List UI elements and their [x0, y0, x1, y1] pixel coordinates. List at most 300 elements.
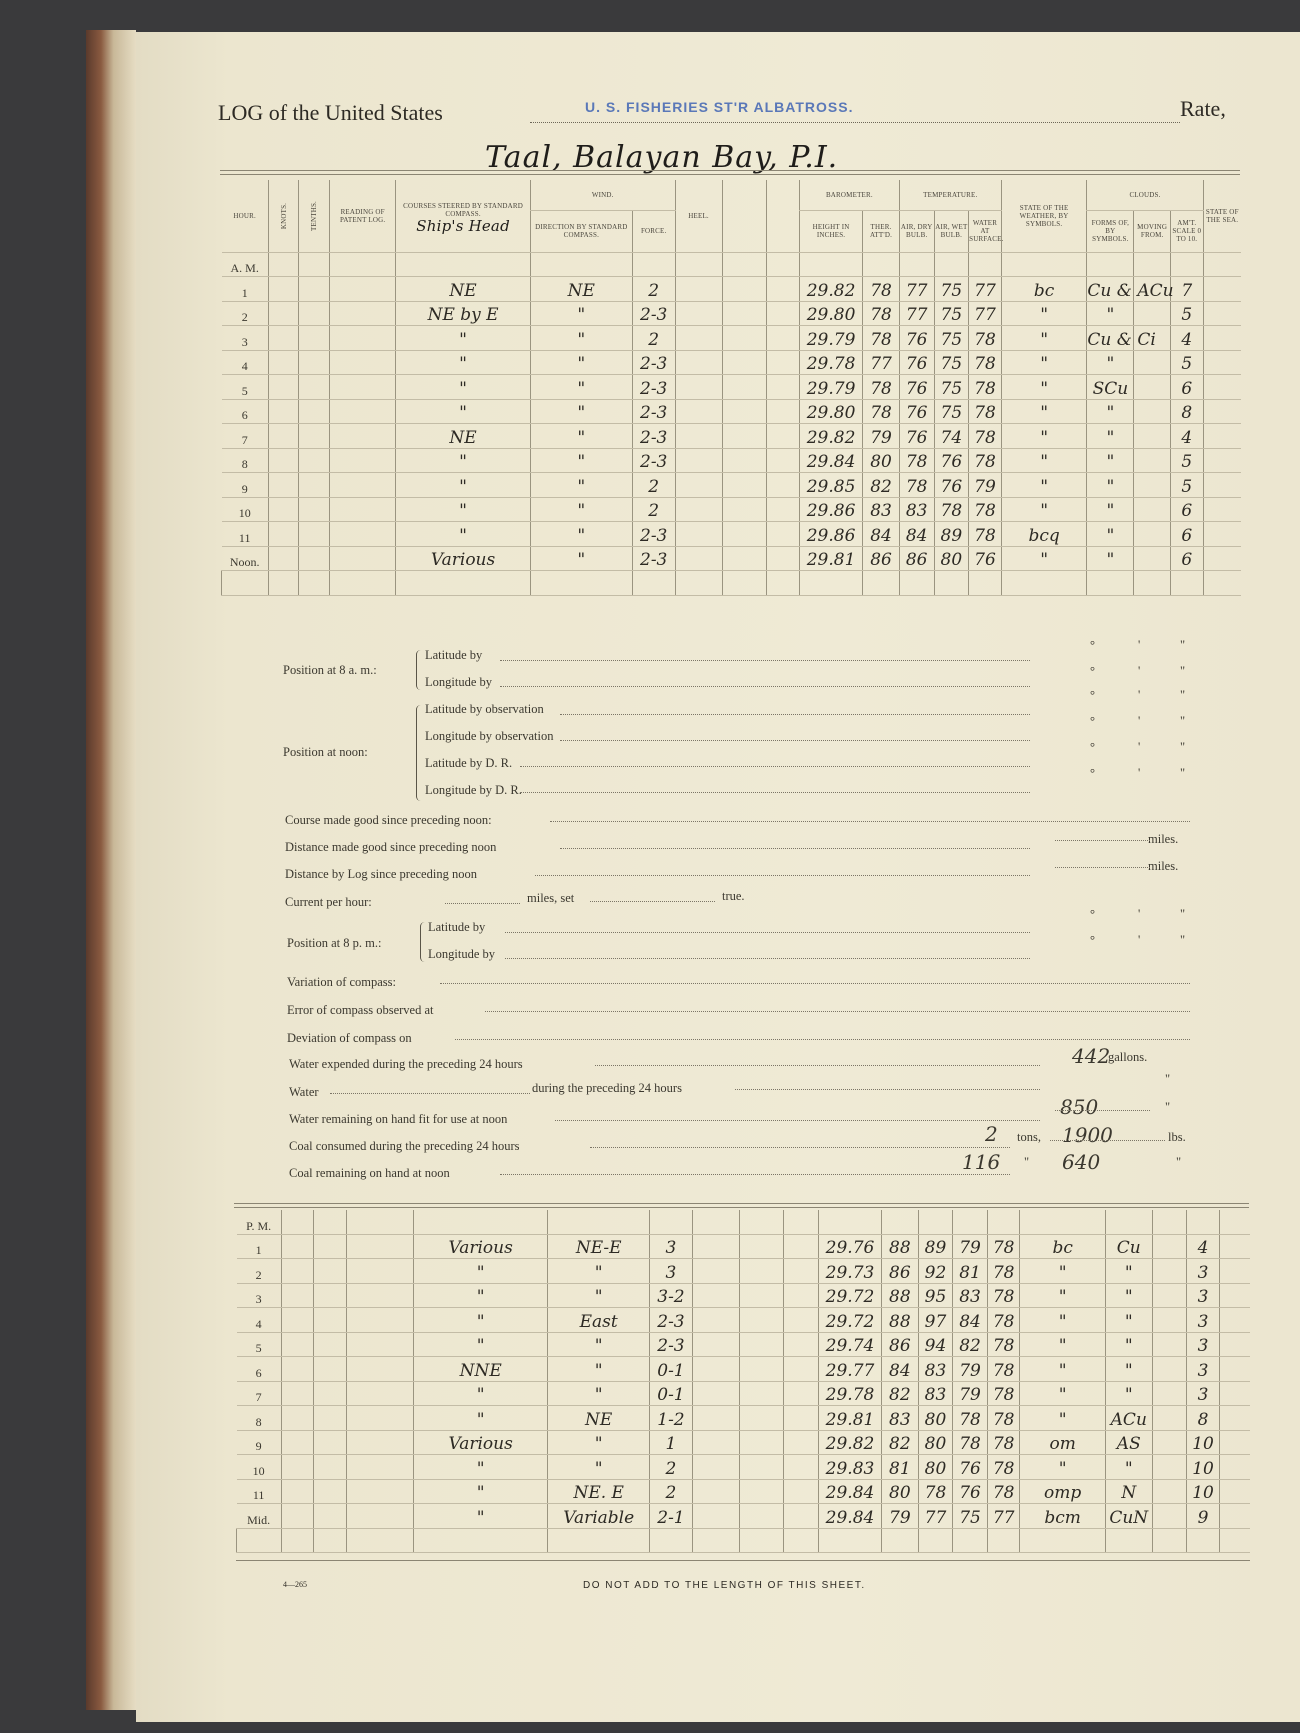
cell-empty	[1203, 546, 1241, 571]
cell-amt: 3	[1187, 1381, 1220, 1406]
cell-empty	[899, 571, 934, 596]
cell-dir: "	[530, 546, 632, 571]
col-air-wet: AIR, WET BULB.	[934, 210, 969, 252]
cell-force: 3-2	[650, 1283, 693, 1308]
cell-empty	[692, 1234, 739, 1259]
ditto-1: "	[1165, 1072, 1171, 1086]
cell-empty	[530, 571, 632, 596]
cell-empty	[1219, 1455, 1250, 1480]
cell-empty	[739, 1455, 784, 1480]
cell-empty	[1087, 571, 1134, 596]
cell-empty	[281, 1504, 314, 1529]
coordinate-mark: °	[1090, 688, 1095, 702]
cell-empty	[281, 1259, 314, 1284]
cell-water: 77	[969, 301, 1002, 326]
cell-force: 2	[632, 277, 675, 302]
cell-amt: 4	[1171, 326, 1204, 351]
cell-dir: "	[548, 1430, 650, 1455]
cell-course: "	[414, 1259, 548, 1284]
cell-empty	[414, 1528, 548, 1553]
cell-empty	[1219, 1430, 1250, 1455]
cell-empty	[722, 424, 767, 449]
cell-empty	[739, 1479, 784, 1504]
cell-water: 78	[969, 522, 1002, 547]
cell-empty	[268, 546, 299, 571]
cell-water: 77	[987, 1504, 1020, 1529]
cell-empty	[346, 1308, 413, 1333]
pos-8am-lat: Latitude by	[425, 648, 483, 662]
cell-weather: om	[1020, 1430, 1105, 1455]
cell-empty	[767, 399, 800, 424]
cell-empty	[739, 1381, 784, 1406]
cell-empty	[784, 1259, 819, 1284]
cell-baro: 29.80	[799, 301, 862, 326]
cell-water: 76	[969, 546, 1002, 571]
dotted-leader	[590, 901, 715, 902]
cell-dir: "	[530, 424, 632, 449]
cell-empty	[1152, 1308, 1187, 1333]
cell-weather: "	[1020, 1308, 1105, 1333]
dotted-leader	[505, 932, 1030, 933]
cell-water: 78	[969, 375, 1002, 400]
cell-empty	[314, 1406, 347, 1431]
cell-empty	[1134, 375, 1171, 400]
coordinate-mark: °	[1090, 907, 1095, 921]
coordinate-mark: "	[1180, 740, 1186, 754]
col-sea-state: STATE OF THE SEA.	[1203, 180, 1241, 252]
cell-forms: ACu	[1105, 1406, 1152, 1431]
cell-empty	[1134, 448, 1171, 473]
ship-stamp: U. S. FISHERIES ST'R ALBATROSS.	[585, 99, 854, 115]
cell-forms: "	[1087, 424, 1134, 449]
am-row	[222, 473, 1242, 498]
cell-ther: 78	[863, 277, 900, 302]
coordinate-mark: '	[1138, 766, 1141, 780]
cell-empty	[767, 424, 800, 449]
cell-empty	[722, 522, 767, 547]
cell-empty	[675, 277, 722, 302]
cell-empty	[784, 1234, 819, 1259]
cell-empty	[1134, 497, 1171, 522]
cell-forms: Cu & Ci	[1087, 326, 1134, 351]
cell-empty	[548, 1528, 650, 1553]
cell-baro: 29.82	[799, 277, 862, 302]
brace-8am	[416, 650, 425, 690]
rate-label: Rate,	[1180, 96, 1226, 121]
cell-dry: 89	[918, 1234, 953, 1259]
cell-empty	[1152, 1504, 1187, 1529]
cell-ther: 86	[863, 546, 900, 571]
cell-empty	[314, 1283, 347, 1308]
cell-empty	[346, 1332, 413, 1357]
pm-row	[237, 1357, 1251, 1382]
cell-amt: 3	[1187, 1283, 1220, 1308]
log-title: LOG of the United States	[218, 100, 443, 125]
cell-empty	[1219, 1259, 1250, 1284]
cell-baro: 29.80	[799, 399, 862, 424]
dotted-leader	[550, 821, 1190, 822]
dotted-leader	[455, 1039, 1190, 1040]
cell-empty	[330, 497, 396, 522]
water-label: Water	[289, 1085, 319, 1099]
cell-empty	[346, 1381, 413, 1406]
am-row	[222, 424, 1242, 449]
cell-empty	[692, 1259, 739, 1284]
cell-hour: 1	[237, 1234, 282, 1259]
cell-empty	[739, 1504, 784, 1529]
cell-empty	[784, 1308, 819, 1333]
cell-forms: "	[1087, 399, 1134, 424]
cell-baro: 29.86	[799, 522, 862, 547]
cell-empty	[692, 1430, 739, 1455]
cell-dir: "	[548, 1357, 650, 1382]
col-temperature: TEMPERATURE.	[899, 180, 1001, 210]
cell-wet: 75	[934, 375, 969, 400]
cell-baro: 29.79	[799, 375, 862, 400]
cell-empty	[1219, 1332, 1250, 1357]
location-rule	[220, 170, 1240, 171]
cell-forms: "	[1105, 1308, 1152, 1333]
cell-water: 78	[987, 1308, 1020, 1333]
cell-empty	[692, 1332, 739, 1357]
cell-water: 78	[987, 1283, 1020, 1308]
cell-empty	[268, 375, 299, 400]
cell-empty	[299, 375, 330, 400]
cell-water: 78	[987, 1430, 1020, 1455]
pos-noon-lat-obs: Latitude by observation	[425, 702, 544, 716]
cell-hour: 5	[237, 1332, 282, 1357]
cell-empty	[784, 1332, 819, 1357]
cell-empty	[1152, 1455, 1187, 1480]
cell-forms: AS	[1105, 1430, 1152, 1455]
cell-empty	[692, 1308, 739, 1333]
dotted-leader	[1055, 1110, 1150, 1111]
cell-forms: "	[1087, 522, 1134, 547]
cell-course: "	[396, 326, 531, 351]
cell-empty	[799, 571, 862, 596]
cell-empty	[1203, 473, 1241, 498]
cell-empty	[1219, 1381, 1250, 1406]
cell-course: Various	[396, 546, 531, 571]
am-row	[222, 448, 1242, 473]
cell-forms: "	[1105, 1357, 1152, 1382]
cell-empty	[268, 497, 299, 522]
am-row	[222, 326, 1242, 351]
col-baro-ther: THER. ATT'D.	[863, 210, 900, 252]
cell-empty	[722, 301, 767, 326]
cell-hour: Mid.	[237, 1504, 282, 1529]
cell-dir: "	[530, 522, 632, 547]
pm-row	[237, 1504, 1251, 1529]
cell-hour: 2	[237, 1259, 282, 1284]
cell-empty	[1152, 1259, 1187, 1284]
cell-dir: NE	[530, 277, 632, 302]
am-label: A. M.	[222, 252, 269, 277]
cell-water: 78	[969, 350, 1002, 375]
cell-weather: bc	[1001, 277, 1087, 302]
dotted-leader	[560, 740, 1030, 741]
cell-wet: 74	[934, 424, 969, 449]
cell-empty	[330, 399, 396, 424]
pos-noon-label: Position at noon:	[283, 745, 368, 759]
cell-wet: 84	[953, 1308, 988, 1333]
cell-course: "	[414, 1406, 548, 1431]
pm-log-table	[236, 1210, 1250, 1553]
cell-weather: "	[1001, 473, 1087, 498]
coal-consumed-tons: 2	[985, 1122, 998, 1146]
cell-dir: "	[530, 301, 632, 326]
cell-empty	[692, 1406, 739, 1431]
cell-dir: "	[530, 326, 632, 351]
cell-wet: 76	[953, 1455, 988, 1480]
cell-empty	[314, 1259, 347, 1284]
cell-empty	[1134, 424, 1171, 449]
coordinate-mark: "	[1180, 638, 1186, 652]
cell-dry: 80	[918, 1455, 953, 1480]
cell-empty	[739, 1430, 784, 1455]
cell-wet: 79	[953, 1381, 988, 1406]
cell-empty	[739, 1308, 784, 1333]
pm-row	[237, 1234, 1251, 1259]
cell-dry: 76	[899, 399, 934, 424]
cell-hour: 1	[222, 277, 269, 302]
dotted-leader	[505, 958, 1030, 959]
cell-force: 2-3	[632, 301, 675, 326]
am-row	[222, 546, 1242, 571]
cell-empty	[268, 448, 299, 473]
cell-empty	[918, 1528, 953, 1553]
cell-empty	[1219, 1283, 1250, 1308]
cell-wet: 75	[953, 1504, 988, 1529]
cell-dry: 83	[918, 1357, 953, 1382]
cell-ther: 82	[882, 1430, 919, 1455]
cell-empty	[692, 1528, 739, 1553]
cell-baro: 29.74	[818, 1332, 881, 1357]
cell-empty	[739, 1406, 784, 1431]
cell-amt: 9	[1187, 1504, 1220, 1529]
coordinate-mark: "	[1180, 766, 1186, 780]
cell-dir: "	[548, 1259, 650, 1284]
cell-empty	[299, 399, 330, 424]
cell-dir: East	[548, 1308, 650, 1333]
cell-weather: "	[1020, 1259, 1105, 1284]
cell-empty	[1203, 375, 1241, 400]
cell-empty	[1020, 1528, 1105, 1553]
cell-empty	[1152, 1332, 1187, 1357]
cell-forms: "	[1087, 350, 1134, 375]
water-expended-value: 442	[1072, 1044, 1111, 1068]
coordinate-mark: "	[1180, 714, 1186, 728]
cell-amt: 8	[1171, 399, 1204, 424]
cell-empty	[722, 473, 767, 498]
current-true: true.	[722, 889, 745, 903]
pm-table-rule	[234, 1203, 1249, 1204]
cell-empty	[675, 448, 722, 473]
cell-empty	[784, 1504, 819, 1529]
cell-wet: 83	[953, 1283, 988, 1308]
cell-force: 2	[632, 473, 675, 498]
cell-forms: CuN	[1105, 1504, 1152, 1529]
cell-force: 2-1	[650, 1504, 693, 1529]
cell-force: 2-3	[632, 350, 675, 375]
am-row	[222, 497, 1242, 522]
cell-empty	[281, 1479, 314, 1504]
cell-empty	[330, 326, 396, 351]
cell-empty	[346, 1259, 413, 1284]
cell-wet: 89	[934, 522, 969, 547]
cell-empty	[299, 326, 330, 351]
ditto-3: "	[1024, 1155, 1030, 1169]
cell-wet: 81	[953, 1259, 988, 1284]
cell-empty	[675, 497, 722, 522]
cell-empty	[299, 424, 330, 449]
coordinate-mark: °	[1090, 766, 1095, 780]
cell-empty	[268, 473, 299, 498]
cell-empty	[330, 522, 396, 547]
cell-empty	[767, 546, 800, 571]
col-patent-log: READING OF PATENT LOG.	[330, 180, 396, 252]
cell-force: 2-3	[632, 546, 675, 571]
dotted-leader	[1055, 867, 1150, 868]
cell-empty	[281, 1381, 314, 1406]
cell-empty	[953, 1528, 988, 1553]
cell-empty	[1134, 350, 1171, 375]
pm-label: P. M.	[237, 1210, 282, 1234]
cell-weather: bcm	[1020, 1504, 1105, 1529]
cell-dry: 76	[899, 375, 934, 400]
cell-empty	[675, 522, 722, 547]
cell-empty	[818, 1528, 881, 1553]
cell-empty	[396, 571, 531, 596]
water-expended: Water expended during the preceding 24 hours	[289, 1057, 523, 1071]
pos-noon-long-dr: Longitude by D. R.	[425, 783, 522, 797]
cell-empty	[346, 1504, 413, 1529]
dotted-leader	[500, 660, 1030, 661]
cell-hour: 3	[222, 326, 269, 351]
cell-empty	[299, 277, 330, 302]
cell-ther: 84	[882, 1357, 919, 1382]
cell-course: Various	[414, 1234, 548, 1259]
coal-consumed: Coal consumed during the preceding 24 hours	[289, 1139, 520, 1153]
cell-water: 78	[987, 1332, 1020, 1357]
cell-water: 78	[969, 326, 1002, 351]
am-row	[222, 350, 1242, 375]
sheet-notice: DO NOT ADD TO THE LENGTH OF THIS SHEET.	[583, 1580, 866, 1591]
variation-of-compass: Variation of compass:	[287, 975, 397, 989]
cell-hour: 6	[237, 1357, 282, 1382]
cell-empty	[281, 1455, 314, 1480]
cell-empty	[1152, 1357, 1187, 1382]
cell-forms: "	[1105, 1259, 1152, 1284]
cell-forms: "	[1087, 497, 1134, 522]
cell-empty	[1203, 424, 1241, 449]
cell-amt: 6	[1171, 375, 1204, 400]
cell-weather: omp	[1020, 1479, 1105, 1504]
dotted-leader	[445, 903, 520, 904]
cell-wet: 75	[934, 277, 969, 302]
dotted-leader	[500, 1174, 1010, 1175]
col-barometer: BAROMETER.	[799, 180, 899, 210]
form-number: 4—265	[283, 1580, 307, 1589]
pm-row	[237, 1332, 1251, 1357]
cell-wet: 78	[953, 1430, 988, 1455]
cell-empty	[268, 277, 299, 302]
pm-row	[237, 1283, 1251, 1308]
cell-empty	[650, 1528, 693, 1553]
cell-empty	[1152, 1479, 1187, 1504]
cell-empty	[281, 1308, 314, 1333]
cell-empty	[934, 571, 969, 596]
cell-forms: Cu & ACu	[1087, 277, 1134, 302]
cell-empty	[987, 1528, 1020, 1553]
cell-water: 78	[969, 448, 1002, 473]
cell-empty	[299, 448, 330, 473]
cell-empty	[767, 448, 800, 473]
cell-empty	[1152, 1381, 1187, 1406]
distance-by-log: Distance by Log since preceding noon	[285, 867, 477, 881]
cell-forms: SCu	[1087, 375, 1134, 400]
cell-dir: NE. E	[548, 1479, 650, 1504]
cell-amt: 10	[1187, 1430, 1220, 1455]
coordinate-mark: '	[1138, 907, 1141, 921]
cell-weather: "	[1001, 497, 1087, 522]
cell-empty	[314, 1504, 347, 1529]
pm-row	[237, 1259, 1251, 1284]
cell-wet: 75	[934, 399, 969, 424]
pos-8am-label: Position at 8 a. m.:	[283, 663, 377, 677]
am-row	[222, 301, 1242, 326]
coal-remaining-tons: 116	[962, 1150, 1001, 1174]
cell-dry: 77	[899, 301, 934, 326]
current-per-hour: Current per hour:	[285, 895, 372, 909]
cell-empty	[692, 1479, 739, 1504]
cell-empty	[784, 1430, 819, 1455]
cell-empty	[692, 1381, 739, 1406]
cell-empty	[1203, 399, 1241, 424]
cell-hour: 2	[222, 301, 269, 326]
cell-empty	[739, 1357, 784, 1382]
cell-water: 78	[987, 1357, 1020, 1382]
dotted-leader	[500, 686, 1030, 687]
cell-empty	[281, 1357, 314, 1382]
cell-empty	[299, 350, 330, 375]
cell-ther: 80	[882, 1479, 919, 1504]
cell-dry: 83	[918, 1381, 953, 1406]
cell-hour: 3	[237, 1283, 282, 1308]
cell-weather: "	[1020, 1381, 1105, 1406]
cell-forms: "	[1105, 1283, 1152, 1308]
cell-water: 78	[969, 424, 1002, 449]
cell-empty	[784, 1406, 819, 1431]
cell-water: 78	[987, 1406, 1020, 1431]
book-spine	[86, 30, 136, 1710]
cell-dry: 77	[918, 1504, 953, 1529]
cell-ther: 79	[863, 424, 900, 449]
spacer-row	[222, 571, 1242, 596]
cell-ther: 88	[882, 1283, 919, 1308]
dotted-leader	[560, 848, 1030, 849]
pm-row	[237, 1381, 1251, 1406]
cell-force: 2	[650, 1455, 693, 1480]
cell-force: 2-3	[632, 424, 675, 449]
cell-course: "	[396, 375, 531, 400]
cell-hour: 4	[222, 350, 269, 375]
cell-weather: "	[1001, 399, 1087, 424]
cell-baro: 29.76	[818, 1234, 881, 1259]
cell-forms: "	[1087, 546, 1134, 571]
cell-weather: "	[1020, 1455, 1105, 1480]
col-air-dry: AIR, DRY BULB.	[899, 210, 934, 252]
